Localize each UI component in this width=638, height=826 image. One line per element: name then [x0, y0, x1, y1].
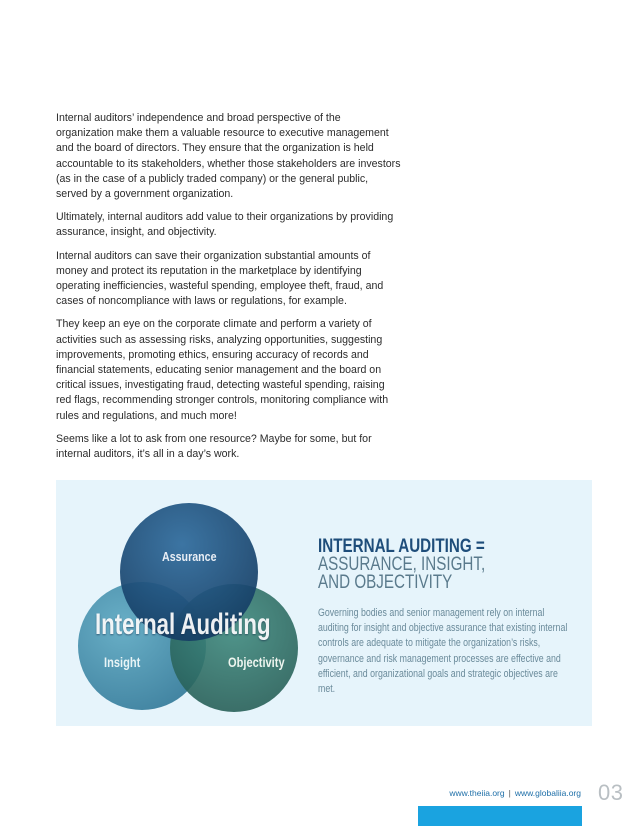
assurance-label: Assurance: [162, 549, 217, 564]
callout-text: [318, 538, 576, 697]
callout-title: [318, 538, 524, 592]
paragraph: They keep an eye on the corporate climate and perform a variety of activities such as assessing risks, analyzing opportunities, suggesting improvements, promoting ethics, ensuring accuracy of records and financial statements, educating senior management and the board on critical issues, investigating fraud, detecting wasteful spending, raising red flags, recommending stronger controls, monitoring compliance with rules and regulations, and much more!: [56, 318, 389, 422]
callout-description: Governing bodies and senior management rely on internal auditing for insight and objective assurance that existing internal controls are adequate to mitigate the organization’s risks, governance and risk management processes are effective and efficient, and organizational goals and strategic objectives are met.: [318, 607, 568, 696]
venn-diagram: [72, 496, 308, 716]
footer-links: [449, 788, 581, 798]
paragraph: Internal auditors can save their organization substantial amounts of money and protect its reputation in the marketplace by identifying operating inefficiencies, wasteful spending, employee theft, fraud, and cases of noncompliance with laws or regulations, for example.: [56, 249, 384, 308]
venn-graphic: [72, 496, 308, 716]
venn-callout-panel: [56, 480, 592, 726]
footer-accent-bar: [418, 806, 582, 826]
theiia-link[interactable]: www.theiia.org: [449, 788, 505, 798]
footer-separator: |: [508, 788, 511, 798]
objectivity-label: Objectivity: [228, 655, 285, 670]
callout-title-line-3: AND OBJECTIVITY: [318, 572, 453, 593]
globaliia-link[interactable]: www.globaliia.org: [514, 788, 581, 798]
paragraph: Seems like a lot to ask from one resource? Maybe for some, but for internal auditors, it’s all in a day’s work.: [56, 432, 372, 461]
internal-auditing-label: Internal Auditing: [95, 608, 271, 641]
callout-title-line-2: ASSURANCE, INSIGHT,: [318, 554, 486, 575]
paragraph: Internal auditors’ independence and broad perspective of the organization make them a valuable resource to executive management and the board of directors. They ensure that the organization is held accountable to its stakeholders, whether those stakeholders are investors (as in the case of a publicly traded company) or the general public, served by a government organization.: [56, 112, 401, 201]
page-number: 03: [598, 780, 624, 805]
paragraph: Ultimately, internal auditors add value to their organizations by providing assurance, insight, and objectivity.: [56, 211, 394, 239]
insight-label: Insight: [104, 655, 141, 670]
callout-title-line-1: INTERNAL AUDITING =: [318, 536, 485, 557]
body-text: [56, 111, 401, 470]
